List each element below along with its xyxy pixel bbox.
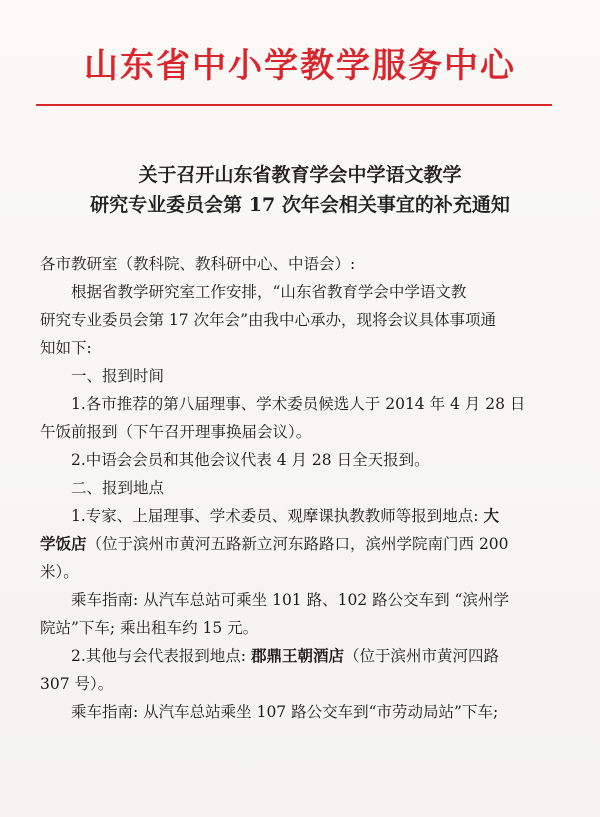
intro-line-2: 研究专业委员会第 17 次年会”由我中心承办，现将会议具体事项通 — [40, 311, 497, 329]
section-2-item-1-line-1 — [40, 502, 550, 530]
notice-title-line-2: 研究专业委员会第 17 次年会相关事宜的补充通知 — [90, 194, 510, 216]
section-1-heading: 一、报到时间 — [71, 367, 165, 385]
section-1-item-1-line-1: 1.各市推荐的第八届理事、学术委员候选人于 2014 年 4 月 28 日 — [71, 395, 526, 413]
section-1-item-1-line-2: 午饭前报到（下午召开理事换届会议）。 — [40, 423, 312, 441]
bus-guide-2-line-1: 乘车指南: 从汽车总站乘坐 107 路公交车到“市劳动局站”下车; — [71, 703, 499, 721]
section-2-item-1-line-2 — [40, 530, 550, 558]
section-1-item-2: 2.中语会会员和其他会议代表 4 月 28 日全天报到。 — [71, 451, 430, 469]
salutation: 各市教研室（教科院、教科研中心、中语会）: — [40, 255, 356, 273]
bus-guide-1-line-1: 乘车指南: 从汽车总站可乘坐 101 路、102 路公交车到 “滨州学 — [71, 591, 509, 609]
notice-title-line-1: 关于召开山东省教育学会中学语文教学 — [138, 164, 462, 186]
intro-line-3: 知如下: — [40, 339, 92, 357]
section-2-heading: 二、报到地点 — [71, 479, 165, 497]
section-2-item-2-line-1 — [40, 642, 550, 670]
section-2-item-2-text: 2.其他与会代表报到地点: — [71, 647, 251, 665]
notice-body — [40, 250, 550, 726]
venue-2-address: （位于滨州市黄河四路 — [343, 647, 499, 665]
venue-1-address: （位于滨州市黄河五路新立河东路路口，滨州学院南门西 200 — [86, 535, 509, 553]
venue-2-name: 郡鼎王朝酒店 — [250, 646, 344, 665]
letterhead-divider — [36, 104, 552, 106]
section-2-item-2-line-2: 307 号）。 — [40, 675, 114, 693]
letterhead-title: 山东省中小学教学服务中心 — [84, 46, 516, 86]
venue-1-name-part-2: 学饭店 — [40, 534, 87, 553]
venue-1-name-part-1: 大 — [483, 506, 499, 525]
section-2-item-1-text: 1.专家、上届理事、学术委员、观摩课执教教师等报到地点: — [71, 507, 484, 525]
intro-line-1: 根据省教学研究室工作安排，“山东省教育学会中学语文教 — [71, 283, 467, 301]
section-2-item-1-line-3: 米）。 — [40, 563, 79, 581]
bus-guide-1-line-2: 院站”下车; 乘出租车约 15 元。 — [40, 619, 259, 637]
